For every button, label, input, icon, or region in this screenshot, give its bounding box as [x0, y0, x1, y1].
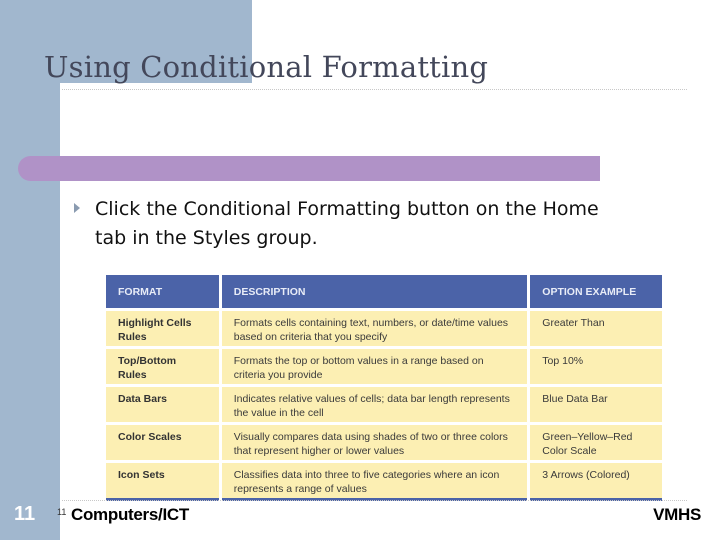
- cell-description: Indicates relative values of cells; data bar length represents the value in the cell: [220, 386, 529, 424]
- table-row: [106, 462, 662, 500]
- cell-example: Blue Data Bar: [529, 386, 662, 424]
- table-header-row: [106, 275, 662, 310]
- cell-example: 3 Arrows (Colored): [529, 462, 662, 500]
- sidebar-left-strip: [0, 83, 60, 540]
- footer-school: VMHS: [653, 505, 701, 524]
- cell-format: Highlight Cells Rules: [106, 310, 220, 348]
- small-slide-number: 11: [57, 507, 67, 517]
- table-row: [106, 310, 662, 348]
- footer-divider: [62, 500, 687, 501]
- table-row: [106, 348, 662, 386]
- footer-course: Computers/ICT: [71, 505, 189, 524]
- cell-example: Greater Than: [529, 310, 662, 348]
- slide-number: 11: [14, 503, 36, 525]
- cell-description: Formats cells containing text, numbers, or date/time values based on criteria that you specify: [220, 310, 529, 348]
- cell-description: Formats the top or bottom values in a range based on criteria you provide: [220, 348, 529, 386]
- accent-bar: [18, 156, 600, 181]
- conditional-formatting-table: [106, 275, 662, 501]
- slide-title: Using Conditional Formatting: [44, 50, 489, 84]
- cell-format: Color Scales: [106, 424, 220, 462]
- cell-description: Visually compares data using shades of two or three colors that represent higher or lower values: [220, 424, 529, 462]
- header-option-example: OPTION EXAMPLE: [529, 275, 662, 310]
- cell-example: Top 10%: [529, 348, 662, 386]
- cell-format: Data Bars: [106, 386, 220, 424]
- header-format: FORMAT: [106, 275, 220, 310]
- table-row: [106, 424, 662, 462]
- header-description: DESCRIPTION: [220, 275, 529, 310]
- table-row: [106, 386, 662, 424]
- title-divider: [62, 89, 687, 90]
- cell-format: Top/Bottom Rules: [106, 348, 220, 386]
- triangle-bullet-icon: [74, 203, 80, 213]
- cell-example: Green–Yellow–Red Color Scale: [529, 424, 662, 462]
- cell-description: Classifies data into three to five categories where an icon represents a range of values: [220, 462, 529, 500]
- bullet-text: Click the Conditional Formatting button on the Home tab in the Styles group.: [95, 198, 599, 249]
- cell-format: Icon Sets: [106, 462, 220, 500]
